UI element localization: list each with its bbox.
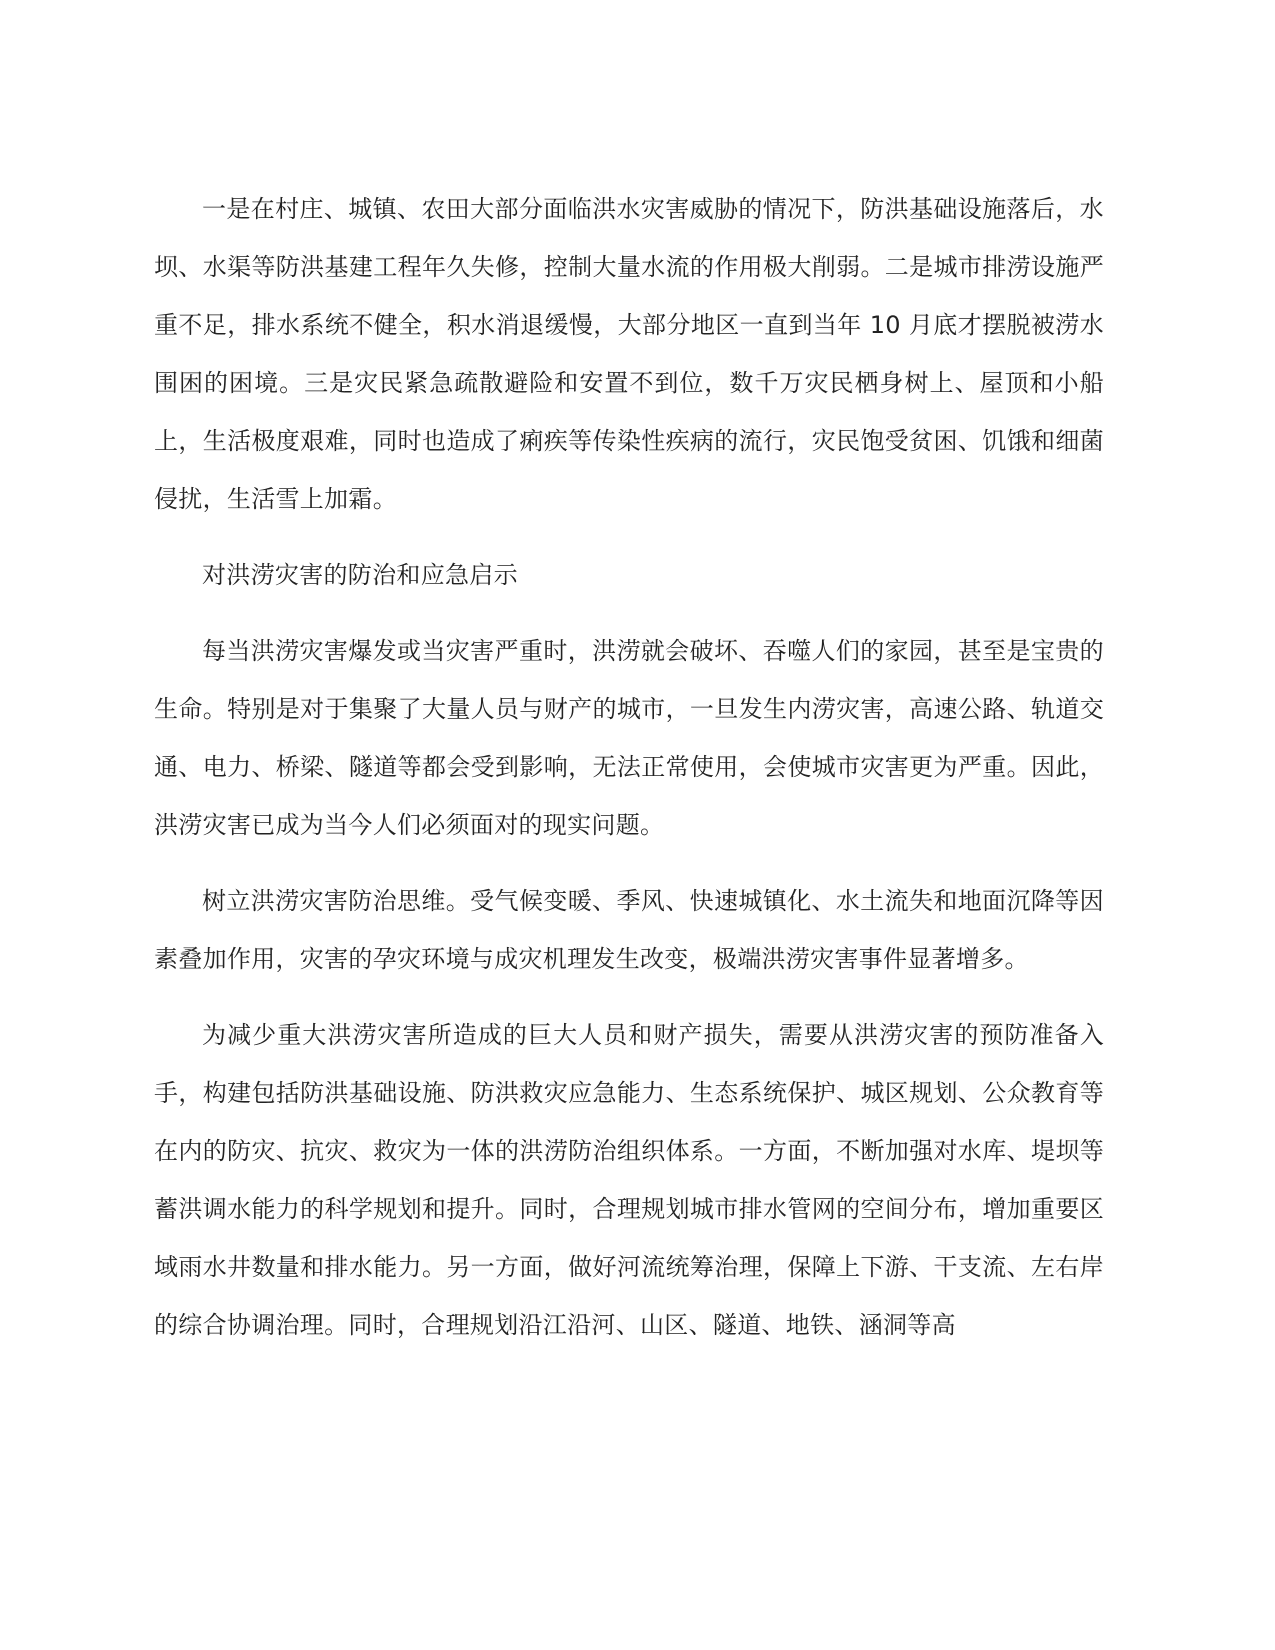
paragraph-urban-impact: 每当洪涝灾害爆发或当灾害严重时，洪涝就会破坏、吞噬人们的家园，甚至是宝贵的生命。特别是对于集聚了大量人员与财产的城市，一旦发生内涝灾害，高速公路、轨道交通、电力、桥梁、隧道等都会受到影响，无法正常使用，会使城市灾害更为严重。因此，洪涝灾害已成为当今人们必须面对的现实问题。 [154, 637, 1104, 839]
section-heading: 对洪涝灾害的防治和应急启示 [202, 561, 518, 589]
document-body [154, 180, 1104, 1372]
paragraph-disaster-causes: 一是在村庄、城镇、农田大部分面临洪水灾害威胁的情况下，防洪基础设施落后，水坝、水渠等防洪基建工程年久失修，控制大量水流的作用极大削弱。二是城市排涝设施严重不足，排水系统不健全，积水消退缓慢，大部分地区一直到当年 10 月底才摆脱被涝水围困的困境。三是灾民紧急疏散避险和安置不到位，数千万灾民栖身树上、屋顶和小船上，生活极度艰难，同时也造成了痢疾等传染性疾病的流行，灾民饱受贫困、饥饿和细菌侵扰，生活雪上加霜。 [154, 195, 1104, 513]
paragraph-prevention-system: 为减少重大洪涝灾害所造成的巨大人员和财产损失，需要从洪涝灾害的预防准备入手，构建包括防洪基础设施、防洪救灾应急能力、生态系统保护、城区规划、公众教育等在内的防灾、抗灾、救灾为一体的洪涝防治组织体系。一方面，不断加强对水库、堤坝等蓄洪调水能力的科学规划和提升。同时，合理规划城市排水管网的空间分布，增加重要区域雨水井数量和排水能力。另一方面，做好河流统筹治理，保障上下游、干支流、左右岸的综合协调治理。同时，合理规划沿江沿河、山区、隧道、地铁、涵洞等高 [154, 1021, 1104, 1339]
paragraph-prevention-mindset: 树立洪涝灾害防治思维。受气候变暖、季风、快速城镇化、水土流失和地面沉降等因素叠加作用，灾害的孕灾环境与成灾机理发生改变，极端洪涝灾害事件显著增多。 [154, 887, 1104, 973]
